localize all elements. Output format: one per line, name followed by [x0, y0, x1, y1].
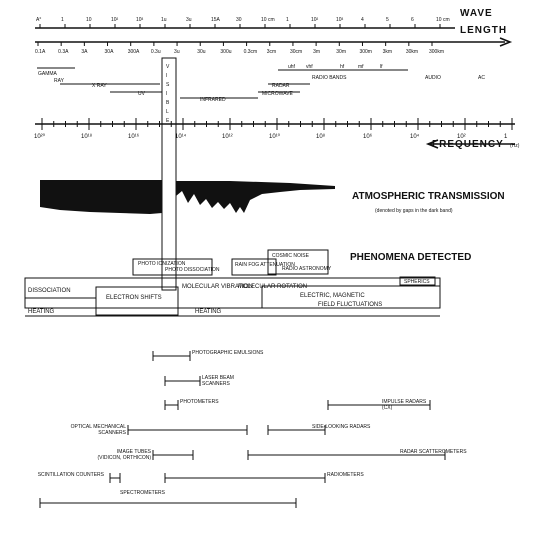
frequency-tick-label: 1: [504, 134, 508, 140]
phenomena-title: PHENOMENA DETECTED: [350, 252, 472, 263]
atmospheric-title: ATMOSPHERIC TRANSMISSION: [352, 191, 505, 202]
wavelength-top-tick-label: 6: [411, 17, 414, 23]
frequency-title: FREQUENCY: [432, 139, 504, 150]
visible-column: [162, 58, 176, 290]
wavelength-bottom-tick-label: 30cm: [289, 49, 303, 55]
atmospheric-note: (denoted by gaps in the dark band): [375, 208, 453, 214]
electron-shifts-box: [96, 287, 178, 315]
sensor-label: RADIOMETERS: [327, 472, 364, 478]
sensor-label: LASER BEAM SCANNERS: [202, 375, 234, 387]
frequency-tick-label: 10¹⁸: [81, 134, 93, 140]
radar-label: RADAR: [272, 83, 290, 89]
frequency-tick-label: 10¹⁴: [175, 134, 187, 140]
hf-label: hf: [340, 64, 345, 70]
microwave-label: MICROWAVE: [262, 91, 293, 97]
wavelength-bottom-ticks: [35, 42, 444, 55]
molecular-vibration-label: MOLECULAR VIBRATION: [182, 284, 253, 290]
band-labels: [37, 64, 485, 103]
wavelength-top-tick-label: 10²: [311, 17, 319, 23]
transmission-band-left: [40, 180, 162, 214]
frequency-tick-label: 10²⁰: [34, 134, 46, 140]
heating-mid-label: HEATING: [195, 309, 222, 315]
wavelength-top-tick-label: 10³: [336, 17, 344, 23]
frequency-tick-label: 10⁶: [363, 134, 373, 140]
frequency-unit: (Hz): [510, 143, 520, 149]
vhf-label: vhf: [306, 64, 313, 70]
wavelength-bottom-tick-label: 3A: [81, 49, 88, 55]
sensor-label: PHOTOMETERS: [180, 399, 219, 405]
electric-magnetic-label: ELECTRIC, MAGNETIC: [300, 293, 365, 299]
phenomena-section: [25, 250, 471, 316]
wavelength-bottom-tick-label: 0.1A: [35, 49, 46, 55]
cosmic-noise-label: COSMIC NOISE: [272, 253, 309, 259]
wavelength-bottom-tick-label: 30m: [336, 49, 347, 55]
visible-letter: I: [166, 73, 168, 79]
wavelength-bottom-tick-label: 30km: [405, 49, 419, 55]
wavelength-top-tick-label: 1: [286, 17, 289, 23]
wavelength-bottom-tick-label: 0.3cm: [243, 49, 258, 55]
wavelength-bottom-tick-label: 3u: [174, 49, 180, 55]
uv-label: UV: [138, 91, 145, 97]
frequency-tick-label: 10¹⁶: [128, 134, 140, 140]
wavelength-top-tick-label: 10³: [136, 17, 144, 23]
visible-letter: L: [166, 109, 169, 115]
wavelength-top-tick-label: 10²: [111, 17, 119, 23]
wavelength-bottom-tick-label: 3km: [382, 49, 393, 55]
frequency-tick-label: 10⁸: [316, 134, 326, 140]
wavelength-top-tick-label: 30: [236, 17, 242, 23]
molecular-rotation-label: MOLECULAR ROTATION: [238, 284, 308, 290]
wavelength-scale: [35, 8, 510, 55]
sensor-label: SCINTILLATION COUNTERS: [37, 472, 104, 478]
sensor-label: SPECTROMETERS: [120, 490, 166, 496]
frequency-ticks: [34, 118, 512, 140]
wavelength-bottom-tick-label: 30u: [197, 49, 206, 55]
gamma-label: GAMMA: [38, 71, 57, 77]
wavelength-bottom-tick-label: 0.3A: [58, 49, 69, 55]
visible-letter: B: [166, 100, 170, 106]
frequency-tick-label: 10⁴: [410, 134, 420, 140]
transmission-band-right: [176, 181, 335, 213]
sensor-label: IMPULSE RADARS (CX): [382, 399, 427, 411]
visible-band-box: [162, 58, 176, 290]
xray-label: X RAY: [92, 83, 107, 89]
frequency-tick-label: 10¹⁰: [269, 134, 281, 140]
wavelength-bottom-tick-label: 30A: [104, 49, 114, 55]
dissociation-label: DISSOCIATION: [28, 288, 71, 294]
wavelength-top-tick-label: 15A: [211, 17, 220, 23]
rain-fog-label: RAIN FOG ATTENUATION: [235, 262, 295, 268]
wavelength-title-1: WAVE: [460, 8, 493, 19]
frequency-tick-label: 10¹²: [222, 134, 233, 140]
wavelength-bottom-tick-label: 300m: [359, 49, 372, 55]
atmospheric-transmission: [40, 180, 505, 214]
mf-label: mf: [358, 64, 364, 70]
wavelength-top-tick-label: 3u: [186, 17, 192, 23]
photo-dissociation-label: PHOTO DISSOCIATION: [165, 267, 220, 273]
sensor-label: IMAGE TUBES (VIDICON, ORTHICON): [97, 449, 151, 461]
wavelength-top-ticks: [36, 17, 450, 28]
wavelength-top-tick-label: 10 cm: [261, 17, 275, 23]
spherics-label: SPHERICS: [404, 279, 430, 285]
heating-left-label: HEATING: [28, 309, 55, 315]
radio-bands-label: RADIO BANDS: [312, 75, 347, 81]
infrared-label: INFRARED: [200, 97, 226, 103]
lf-label: lf: [380, 64, 383, 70]
wavelength-top-tick-label: 4: [361, 17, 364, 23]
wavelength-bottom-tick-label: 3m: [313, 49, 321, 55]
wavelength-top-tick-label: 10: [86, 17, 92, 23]
wavelength-bottom-tick-label: 300u: [220, 49, 232, 55]
ac-label: AC: [478, 75, 485, 81]
wavelength-bottom-tick-label: 3cm: [266, 49, 277, 55]
uhf-label: uhf: [288, 64, 295, 70]
wavelength-top-tick-label: 10 cm: [436, 17, 450, 23]
ray-label: RAY: [54, 78, 64, 84]
sensor-ranges: [38, 350, 468, 508]
frequency-scale: [34, 118, 520, 150]
wavelength-top-tick-label: A°: [36, 17, 42, 23]
sensor-label: RADAR SCATTEROMETERS: [400, 449, 467, 455]
visible-letter: S: [166, 82, 170, 88]
sensor-label: OPTICAL MECHANICAL SCANNERS: [70, 424, 126, 436]
visible-letter: E: [166, 118, 170, 124]
field-fluctuations-label: FIELD FLUCTUATIONS: [318, 302, 383, 308]
wavelength-bottom-tick-label: 300km: [429, 49, 445, 55]
photo-ionization-label: PHOTO IONIZATION: [138, 261, 186, 267]
visible-letter: I: [166, 91, 168, 97]
wavelength-title-2: LENGTH: [460, 25, 508, 36]
sensor-label: SIDE-LOOKING RADARS: [312, 424, 371, 430]
audio-label: AUDIO: [425, 75, 441, 81]
wavelength-bottom-tick-label: 0.3u: [150, 49, 161, 55]
wavelength-top-tick-label: 5: [386, 17, 389, 23]
visible-letter: V: [166, 64, 170, 70]
frequency-tick-label: 10²: [457, 134, 466, 140]
visible-label: [166, 64, 170, 124]
sensor-label: PHOTOGRAPHIC EMULSIONS: [192, 350, 264, 356]
electron-shifts-label: ELECTRON SHIFTS: [106, 295, 162, 301]
wavelength-top-tick-label: 1u: [161, 17, 167, 23]
wavelength-bottom-tick-label: 300A: [127, 49, 140, 55]
radio-astronomy-label: RADIO ASTRONOMY: [282, 266, 332, 272]
wavelength-top-tick-label: 1: [61, 17, 64, 23]
